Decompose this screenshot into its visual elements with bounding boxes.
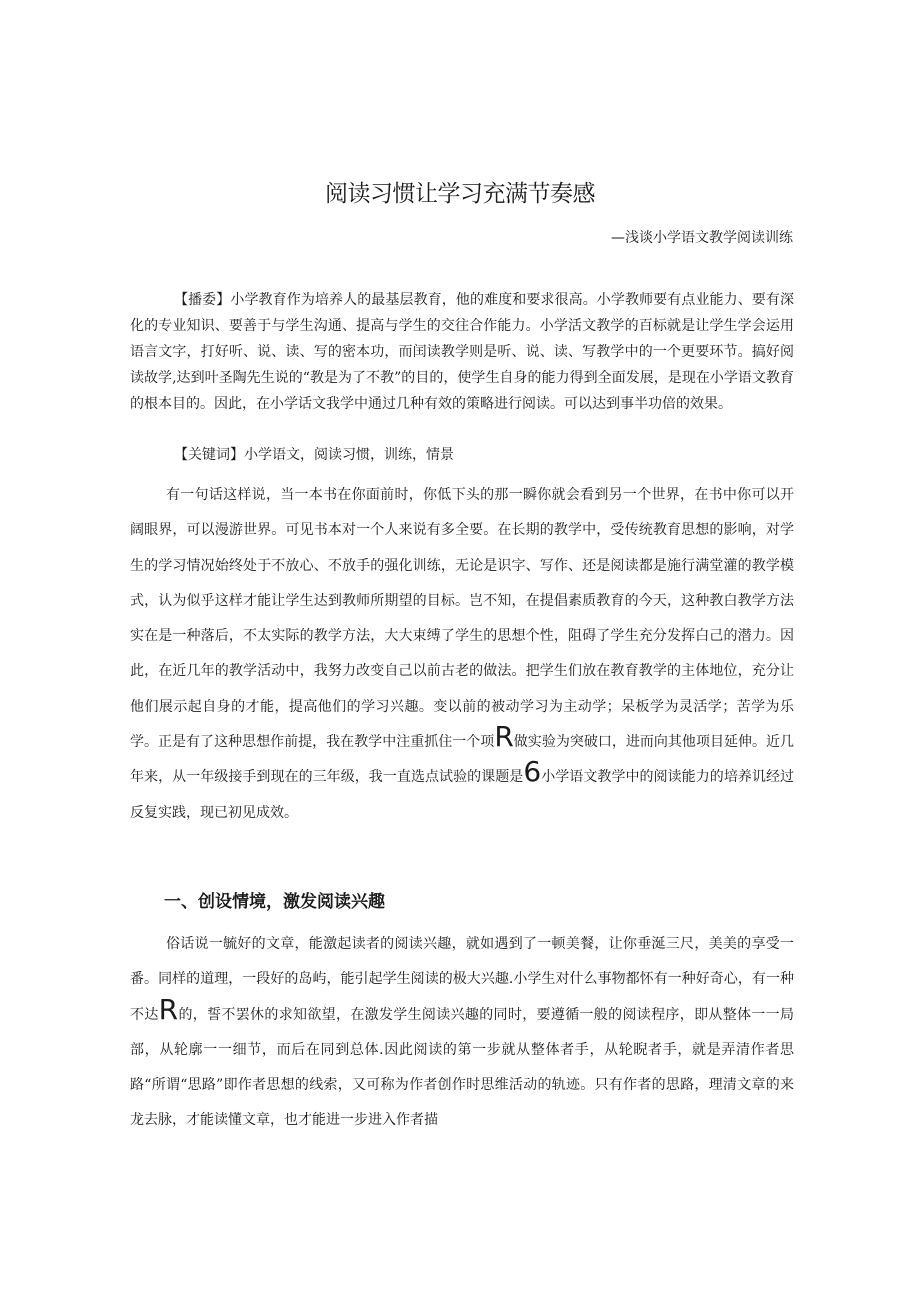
paragraph-text: 小学语文教学中的阅读能力的培养讥经过反复实践，现已初见成效。 [130,769,795,821]
keywords-line: 【关键词】小学语文，阅读习惯，训练，情景 [174,447,454,463]
document-title: 阅读习惯让学习充满节奏感 [325,181,595,207]
section-heading-1: 一、创设情境，激发阅读兴趣 [164,892,385,912]
enlarged-glyph: 6 [523,755,542,789]
body-paragraph-1 [130,478,794,831]
enlarged-glyph: R [494,720,514,754]
paragraph-text: 俗话说一毓好的文章，能激起读者的阅读兴趣，就如遇到了一顿美餐，让你垂涎三尺，美美的享受一番。同样的道理，一段好的岛屿，能引起学生阅读的极大兴趣.小学生对什么事物都怀有一种好奇心，有一种不达 [130,936,794,1023]
enlarged-glyph: R [158,992,179,1026]
abstract-paragraph: 【播委】小学教育作为培养人的最基层教育，他的难度和要求很高。小学教师要有点业能力、要有深化的专业知识、要善于与学生沟通、提高与学生的交往合作能力。小学活文教学的百标就是让学生学会运用语言文字，打好听、说、读、写的密本功，而闰读教学则是听、说、读、写教学中的一个更要环节。搞好阅读故学,达到叶圣陶先生说的“教是为了不教”的目的，使学生自身的能力得到全面发展，是现在小学语文教育的根本目的。因此，在小学话文我学中通过几种有效的策略进行阅读。可以达到事半功倍的效果。 [130,292,794,412]
paragraph-text: 做实验为突破口，进而向其他项目延伸。近几年来，从一年级接手到现在的三年级，我一直选点试验的课题是 [130,734,795,786]
paragraph-text: 有一句话这样说，当一本书在你面前时，你低下头的那一瞬你就会看到另一个世界，在书中你可以开阔眼界，可以漫游世界。可见书本对一个人来说有多全要。在长期的教学中，受传统教育思想的影响，对学生的学习情况始终处于不放心、不放手的强化训练，无论是识字、写作、还是阅读都是施行满堂灌的教学模式，认为似乎这样才能让学生达到教师所期望的目标。岂不知，在提倡素质教育的今天，这种教白教学方法实在是一种落后，不太实际的教学方法，大大束缚了学生的思想个性，阻碍了学生充分发挥白己的潜力。因此，在近几年的教学活动中，我努力改变自己以前古老的做法。把学生们放在教育教学的主体地位，充分让他们展示起自身的才能，提高他们的学习兴趣。变以前的被动学习为主动学；呆板学为灵活学；苦学为乐学。正是有了这种思想作前提，我在教学中注重抓住一个项 [130,487,794,751]
body-paragraph-2 [130,927,794,1139]
paragraph-text: 的，誓不罢休的求知欲望，在激发学生阅读兴趣的同时，要遵循一般的阅读程序，即从整体一一局部，从轮廓一一细节，而后在同到总体.因此阅读的第一步就从整体者手，从轮睨者手，就是弄清作者思路“所谓“思路”即作者思想的线索，又可称为作者创作时思维活动的轨迹。只有作者的思路，理清文章的来龙去脉，才能读懂文章，也才能进一步进入作者描 [130,1006,795,1129]
document-subtitle: —浅谈小学语文教学阅读训练 [611,230,793,246]
